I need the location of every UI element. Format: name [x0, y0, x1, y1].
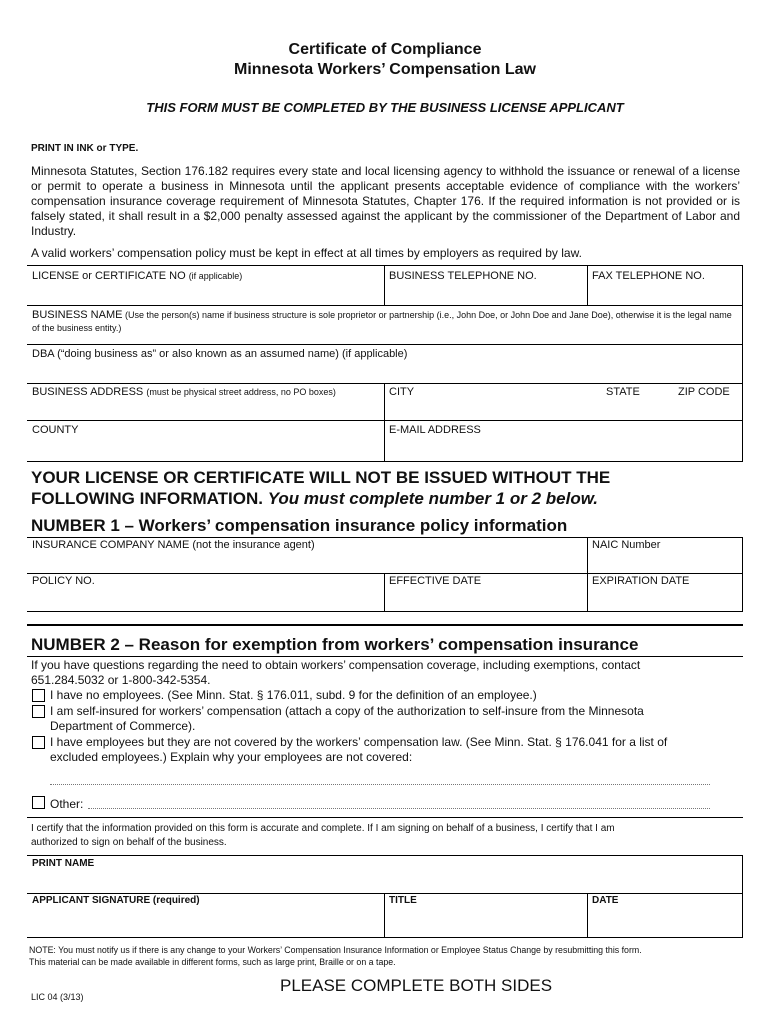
questions-line2: 651.284.5032 or 1-800-342-5354.: [31, 673, 211, 687]
warning-line1: YOUR LICENSE OR CERTIFICATE WILL NOT BE ISSUED WITHOUT THE: [31, 468, 611, 487]
number2-heading: NUMBER 2 – Reason for exemption from workers’ compensation insurance: [31, 635, 639, 654]
expiration-date-label: EXPIRATION DATE: [592, 575, 690, 587]
business-name-label: BUSINESS NAME (Use the person(s) name if business structure is sole proprietor or partnership (i.e., John Doe, or John Doe and Jane Doe), otherwise it is the legal name of the business entity.): [32, 309, 732, 333]
certify-line2: authorized to sign on behalf of the business.: [31, 837, 227, 848]
state-label: STATE: [606, 386, 640, 398]
policy-note: A valid workers’ compensation policy must be kept in effect at all times by employers as required by law.: [31, 246, 582, 260]
effective-date-label: EFFECTIVE DATE: [389, 575, 482, 587]
form-subtitle: Minnesota Workers’ Compensation Law: [234, 61, 536, 78]
explanation-line[interactable]: [50, 784, 710, 785]
policy-no-label: POLICY NO.: [32, 575, 95, 587]
option-not-covered-cont: excluded employees.) Explain why your employees are not covered:: [50, 750, 413, 764]
form-title: Certificate of Compliance: [288, 41, 482, 58]
complete-both-sides: PLEASE COMPLETE BOTH SIDES: [280, 976, 553, 995]
other-label: Other:: [50, 797, 84, 811]
no-employees-checkbox[interactable]: [32, 689, 45, 702]
zip-label: ZIP CODE: [678, 386, 730, 398]
applicant-notice: THIS FORM MUST BE COMPLETED BY THE BUSINESS LICENSE APPLICANT: [146, 100, 624, 115]
footer-note-line1: NOTE: You must notify us if there is any change to your Workers’ Compensation Insurance Information or Employee Status Change by resubmitting this form.: [29, 945, 642, 955]
number1-heading: NUMBER 1 – Workers’ compensation insurance policy information: [31, 516, 568, 535]
not-covered-checkbox[interactable]: [32, 736, 45, 749]
license-no-label: LICENSE or CERTIFICATE NO (if applicable): [32, 270, 243, 282]
form-id: LIC 04 (3/13): [31, 992, 84, 1002]
business-address-label: BUSINESS ADDRESS (must be physical street address, no PO boxes): [32, 386, 336, 398]
email-label: E-MAIL ADDRESS: [389, 424, 481, 436]
other-checkbox[interactable]: [32, 796, 45, 809]
dba-label: DBA (“doing business as” or also known as an assumed name) (if applicable): [32, 348, 408, 360]
county-label: COUNTY: [32, 424, 79, 436]
warning-line2: FOLLOWING INFORMATION. You must complete number 1 or 2 below.: [31, 489, 599, 508]
certify-line1: I certify that the information provided on this form is accurate and complete. If I am signing on behalf of a business, I certify that I am: [31, 823, 615, 834]
questions-line1: If you have questions regarding the need to obtain workers’ compensation coverage, including exemptions, contact: [31, 658, 641, 672]
print-note: PRINT IN INK or TYPE.: [31, 143, 139, 154]
business-phone-label: BUSINESS TELEPHONE NO.: [389, 270, 537, 282]
option-no-employees: I have no employees. (See Minn. Stat. § 176.011, subd. 9 for the definition of an employee.): [50, 688, 537, 702]
city-label: CITY: [389, 386, 415, 398]
naic-label: NAIC Number: [592, 539, 661, 551]
signature-label: APPLICANT SIGNATURE (required): [32, 895, 200, 906]
fax-phone-label: FAX TELEPHONE NO.: [592, 270, 705, 282]
statute-paragraph: Minnesota Statutes, Section 176.182 requires every state and local licensing agency to withhold the issuance or renewal of a license or permit to operate a business in Minnesota until the applicant presents acceptable evidence of compliance with the workers’ compensation insurance coverage requirement of Minnesota Statutes, Chapter 176. If the required information is not provided or is falsely stated, it shall result in a $2,000 penalty assessed against the applicant by the commissioner of the Department of Labor and Industry.: [31, 164, 740, 238]
title-label: TITLE: [389, 895, 417, 906]
insurance-company-label: INSURANCE COMPANY NAME (not the insurance agent): [32, 539, 315, 551]
option-self-insured-cont: Department of Commerce).: [50, 719, 196, 733]
print-name-label: PRINT NAME: [32, 858, 95, 869]
option-self-insured: I am self-insured for workers’ compensation (attach a copy of the authorization to self-insure from the Minnesota: [50, 704, 644, 718]
option-not-covered: I have employees but they are not covered by the workers’ compensation law. (See Minn. Stat. § 176.041 for a list of: [50, 735, 668, 749]
other-line[interactable]: [88, 808, 710, 809]
footer-note-line2: This material can be made available in different forms, such as large print, Braille or on a tape.: [29, 957, 396, 967]
self-insured-checkbox[interactable]: [32, 705, 45, 718]
date-label: DATE: [592, 895, 619, 906]
